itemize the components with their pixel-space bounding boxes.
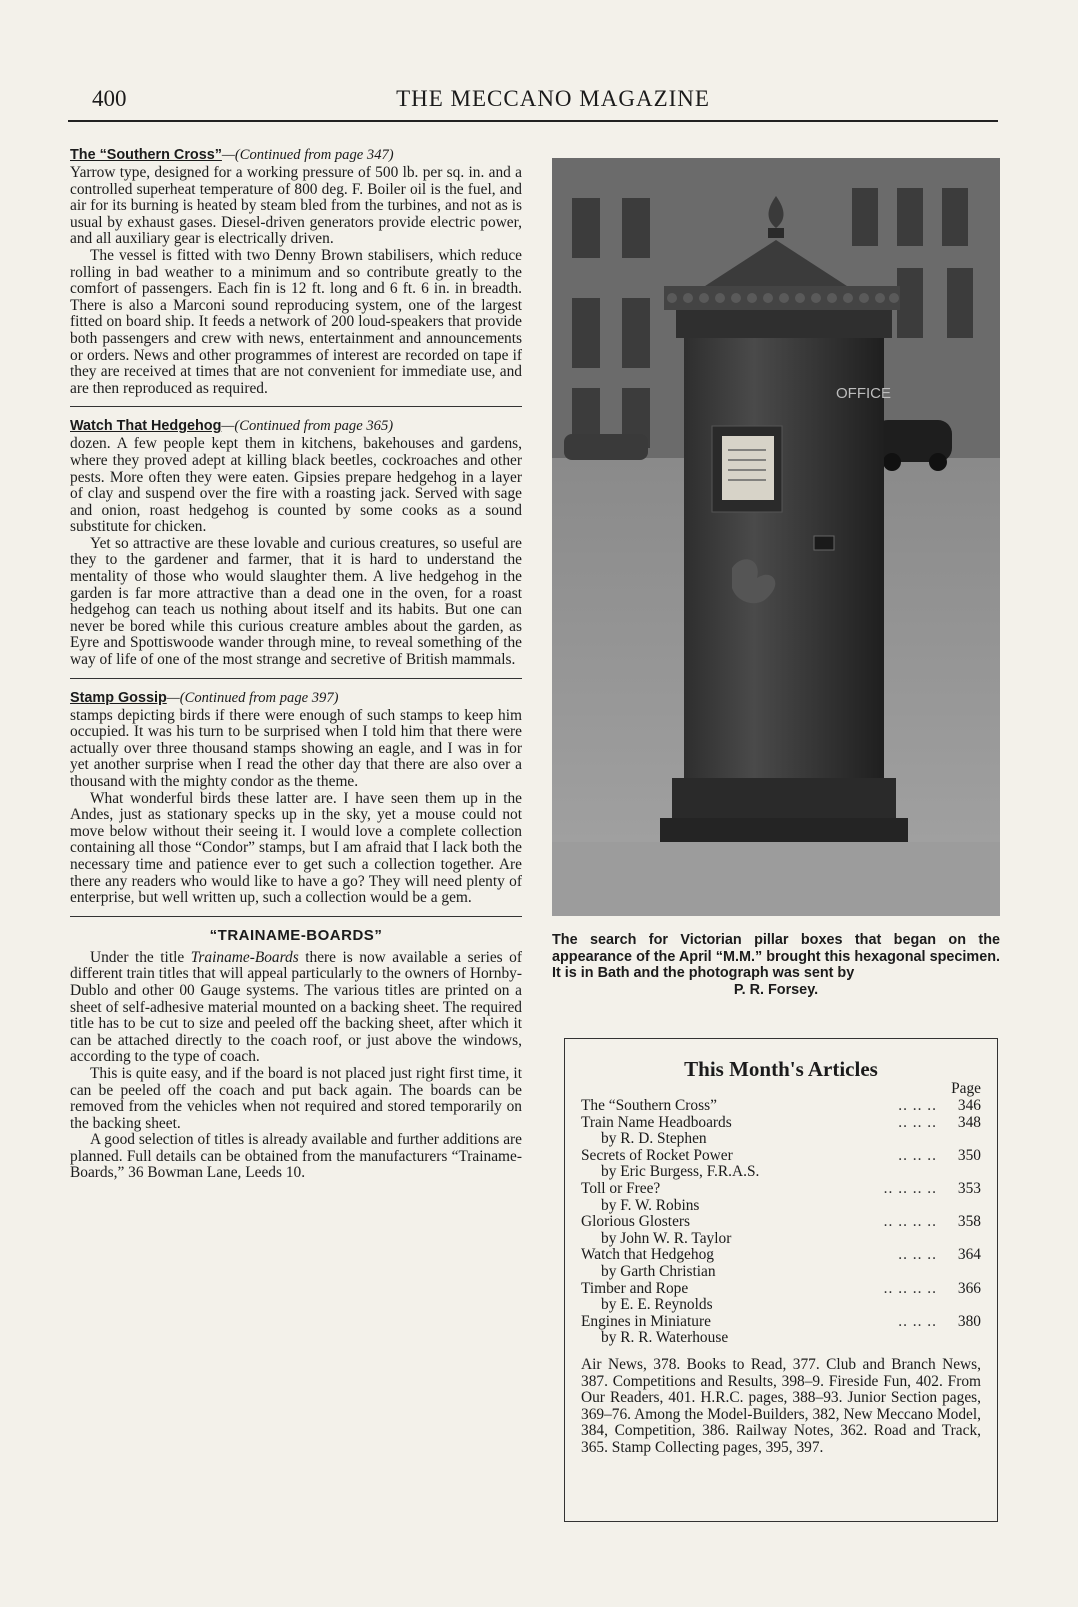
stamp-gossip-para-1: stamps depicting birds if there were enough of such stamps to keep him occupied. It was his turn to be surprised when I told him that there were actually over three thousand stamps showing an eagle, and I was in for yet another surprise when I read the other day that there are also over a thousand with the mighty condor as the theme. [70,706,522,790]
trainame-p1-italic: Trainame-Boards [190,948,299,966]
hedgehog-heading [70,417,522,435]
article-title: Toll or Free? [581,1179,661,1197]
divider [70,678,522,679]
article-title: Glorious Glosters [581,1213,691,1231]
trainame-para-2: This is quite easy, and if the board is not placed just right first time, it can be peeled off the coach and put back again. The boards can be removed from the vehicles when not required and stored temporarily on the backing sheet. [70,1064,522,1132]
pillar-box-photo [552,158,1000,916]
article-leader-dots: .. .. .. .. [883,1214,937,1231]
article-title: Secrets of Rocket Power [581,1146,733,1164]
article-leader-dots: .. .. .. [898,1114,937,1131]
article-author: by R. R. Waterhouse [601,1329,729,1347]
southern-cross-continued: —(Continued from page 347) [221,147,394,163]
stamp-gossip-heading [70,689,522,707]
page-column-label: Page [951,1080,981,1097]
article-leader-dots: .. .. .. .. [883,1280,937,1297]
trainame-p1-end: there is now available a series of different train titles that will appeal particularly to the owners of Hornby-Dublo and other 00 Gauge systems. The various titles are printed on a sheet of self-adhesive material mounted on a backing sheet. The required title has to be cut to size and peeled off the backing sheet, after which it can be attached directly to the coach roof, or just above the windows, according to the type of coach. [70,948,522,1066]
article-entry [581,1098,981,1115]
divider [70,916,522,917]
southern-cross-title: The “Southern Cross” [70,147,222,163]
article-entry [581,1247,981,1264]
article-entry [581,1181,981,1198]
right-column [552,158,1000,998]
article-title: Engines in Miniature [581,1312,711,1330]
article-page-number: 364 [957,1246,981,1264]
trainame-title: “TRAINAME-BOARDS” [209,926,383,944]
hedgehog-para-1: dozen. A few people kept them in kitchens, bakehouses and gardens, where they proved adept at killing black beetles, cockroaches and other pests. More often they were eaten. Gipsies prepare hedgehog in a layer of clay and suspend over the fire with a roasting jack. Served with sage and onion, roast hedgehog is counted by some cooks as a sound substitute for chicken. [70,435,522,536]
trainame-para-3: A good selection of titles is already available and further additions are planned. Full details can be obtained from the manufacturers “Trainame-Boards,” 36 Bowman Lane, Leeds 10. [70,1131,522,1182]
article-author: by Garth Christian [601,1262,716,1280]
article-author: by F. W. Robins [601,1196,700,1214]
southern-cross-para-1: Yarrow type, designed for a working pressure of 500 lb. per sq. in. and a controlled superheat temperature of 800 deg. F. Boiler oil is the fuel, and air for its burning is heated by steam bled from the turbines, and not as is usual by exhaust gases. Diesel-driven generators provide electric power, and all auxiliary gear is electrically driven. [70,164,522,248]
article-leader-dots: .. .. .. [898,1147,937,1164]
article-title: Train Name Headboards [581,1113,732,1131]
articles-misc-index: Air News, 378. Books to Read, 377. Club and Branch News, 387. Competitions and Results, 398–9. Fireside Fun, 402. From Our Readers, 401. H.R.C. pages, 388–93. Junior Section pages, 369–76. Among the Model-Builders, 382, New Meccano Model, 384, Competition, 386. Railway Notes, 362. Road and Track, 365. Stamp Collecting pages, 395, 397. [581,1355,981,1456]
article-entry [581,1214,981,1231]
pillar-box-illustration [552,158,1000,916]
article-leader-dots: .. .. .. .. [883,1180,937,1197]
page-header [68,84,998,122]
page-number: 400 [92,86,127,111]
left-column [70,146,522,1182]
article-page-number: 366 [957,1279,981,1297]
hedgehog-para-2: Yet so attractive are these lovable and curious creatures, so useful are they to the gardener and farmer, that it is hard to understand the mentality of those who would slaughter them. A live hedgehog in the garden is far more attractive than a dead one in the oven, for a roast hedgehog can teach us nothing about itself and its habits. But one can never be bored while this curious creature ambles about the garden, as Eyre and Spottiswoode wander through mine, to reveal something of the way of life of one of the most strange and secretive of British mammals. [70,534,522,669]
article-author: by John W. R. Taylor [601,1229,732,1247]
magazine-title: THE MECCANO MAGAZINE [396,86,710,111]
hedgehog-title: Watch That Hedgehog [70,418,222,435]
article-page-number: 346 [957,1097,981,1114]
article-leader-dots: .. .. .. [898,1313,937,1330]
article-entry [581,1281,981,1298]
article-author: by R. D. Stephen [601,1130,707,1148]
divider [70,406,522,407]
photo-caption [552,932,1000,998]
article-page-number: 380 [957,1312,981,1330]
southern-cross-para-2: The vessel is fitted with two Denny Brown stabilisers, which reduce rolling in bad weather to a minimum and so contribute greatly to the comfort of passengers. Each fin is 12 ft. long and 6 ft. 6 in. in breadth. There is also a Marconi sound reproducing system, one of the largest fitted on board ship. It feeds a network of 200 loud-speakers that provide both passengers and crew with news, entertainment and announcements or orders. News and other programmes of interest are recorded on tape if they are received at times that are not convenient for immediate use, and are then reproduced as required. [70,246,522,397]
stamp-gossip-title: Stamp Gossip [70,689,167,706]
box-sign-text: OFFICE [836,385,891,402]
article-page-number: 358 [957,1213,981,1231]
stamp-gossip-continued: —(Continued from page 397) [166,689,339,706]
article-title: Timber and Rope [581,1279,689,1297]
hedgehog-continued: —(Continued from page 365) [221,418,394,435]
article-author: by E. E. Reynolds [601,1296,713,1314]
caption-credit: P. R. Forsey. [733,981,819,998]
article-list [581,1098,981,1347]
article-entry [581,1314,981,1331]
article-title: Watch that Hedgehog [581,1246,714,1264]
article-page-number: 350 [957,1146,981,1164]
trainame-para-1 [70,950,522,1066]
article-leader-dots: .. .. .. [898,1247,937,1264]
trainame-p1-start: Under the title [90,948,191,966]
stamp-gossip-para-2: What wonderful birds these latter are. I have seen them up in the Andes, just as stationary specks up in the sky, yet a mouse could not move below without their seeing it. I would love a complete collection containing all those “Condor” stamps, but I am afraid that I lack both the necessary time and patience ever to get such a collection together. Are there any readers who would like to have a go? They will need plenty of enterprise, but well written up, such a collection would be a gem. [70,789,522,907]
article-page-number: 348 [957,1113,981,1131]
article-page-number: 353 [957,1179,981,1197]
article-entry [581,1148,981,1165]
article-title: The “Southern Cross” [581,1097,717,1114]
article-leader-dots: .. .. .. [898,1098,937,1114]
article-author: by Eric Burgess, F.R.A.S. [601,1163,760,1181]
caption-text: The search for Victorian pillar boxes that began on the appearance of the April “M.M.” brought this hexagonal specimen. It is in Bath and the photograph was sent by [552,932,1000,981]
this-months-articles-box [564,1038,998,1522]
article-entry [581,1115,981,1132]
articles-heading: This Month's Articles [684,1057,878,1081]
southern-cross-heading [70,146,522,164]
